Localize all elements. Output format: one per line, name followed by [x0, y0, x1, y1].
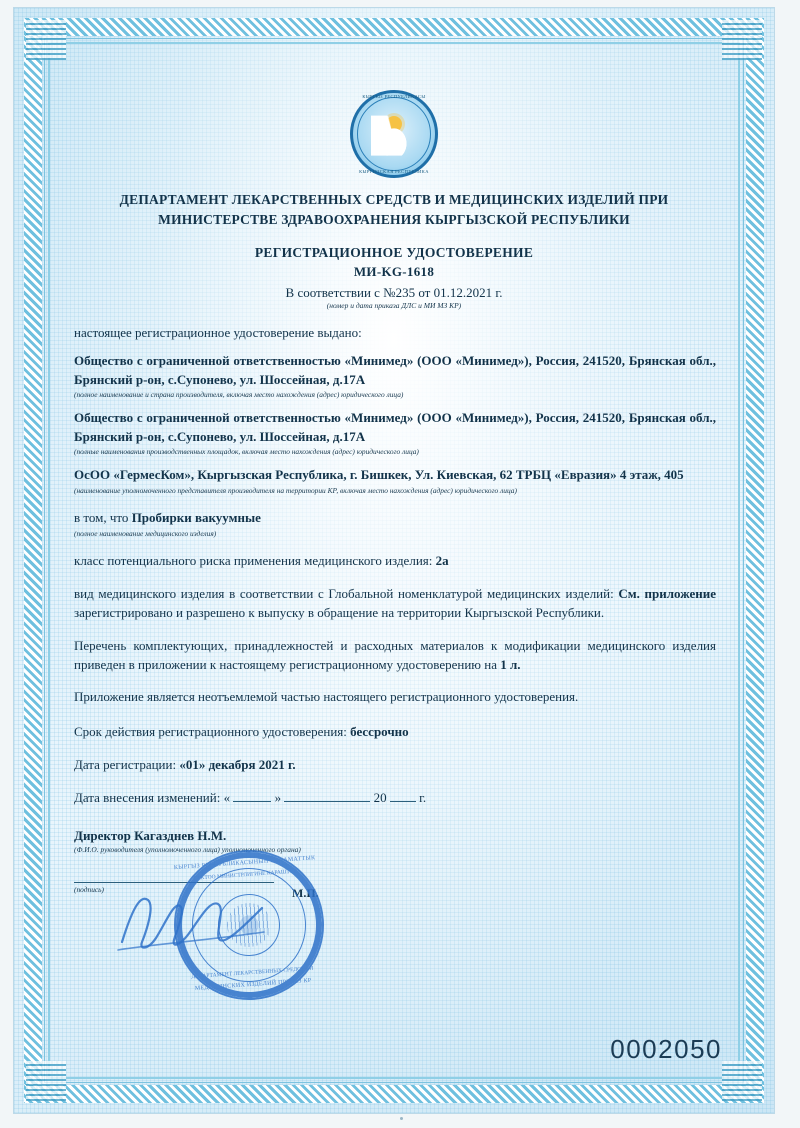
production-site-name: Общество с ограниченной ответственностью «Минимед» (ООО «Минимед»), Россия, 241520, Брянская обл., Брянский р-он, с.Супонево, ул. Шоссейная, д.17А	[74, 410, 716, 444]
director-note: (Ф.И.О. руководителя (уполномоченного лица) уполномоченного органа)	[74, 844, 301, 854]
signature-caption: (подпись)	[74, 885, 104, 895]
department-heading: ДЕПАРТАМЕНТ ЛЕКАРСТВЕННЫХ СРЕДСТВ И МЕДИЦИНСКИХ ИЗДЕЛИЙ ПРИ МИНИСТЕРСТВЕ ЗДРАВООХРАНЕНИЯ КЫРГЫЗСКОЙ РЕСПУБЛИКИ	[119, 192, 669, 227]
director-name: Директор Кагазднев Н.М.	[74, 827, 227, 843]
risk-class-label: класс потенциального риска применения медицинского изделия:	[74, 553, 433, 569]
production-site-note: (полные наименования производственных площадок, включая место нахождения (адрес) юридического лица)	[74, 447, 419, 457]
page-bottom-mark	[400, 1117, 403, 1120]
device-name: Пробирки вакуумные	[131, 510, 261, 526]
components-paragraph	[74, 637, 716, 675]
validity-value: бессрочно	[350, 724, 409, 740]
amendment-year-prefix: 20	[373, 789, 387, 805]
emblem-bottom-text: КЫРГЫЗСКАЯ РЕСПУБЛИКА	[359, 169, 429, 174]
nomenclature-text-before: вид медицинского изделия в соответствии с Глобальной номенклатурой медицинских изделий:	[74, 586, 614, 602]
stamp-text-bottom: МЕДИЦИНСКИХ ИЗДЕЛИЙ ПРИ МЗ КР	[194, 977, 312, 992]
signature-block	[74, 827, 716, 900]
emblem-container	[62, 90, 726, 186]
representative-note: (наименование уполномоченного представителя производителя на территории КР, включая место нахождения (адрес) юридического лица)	[74, 485, 517, 495]
nomenclature-paragraph	[74, 585, 716, 623]
certificate-paper	[14, 8, 774, 1113]
amendment-date-suffix: г.	[419, 789, 427, 805]
amendment-year-blank[interactable]	[390, 790, 416, 802]
validity-label: Срок действия регистрационного удостоверения:	[74, 724, 347, 740]
document-title: РЕГИСТРАЦИОННОЕ УДОСТОВЕРЕНИЕ	[254, 245, 534, 261]
corner-ornament-bottom-right	[722, 1061, 762, 1101]
amendment-date-label: Дата внесения изменений:	[74, 789, 221, 805]
amendment-day-blank[interactable]	[233, 790, 271, 802]
serial-number: 0002050	[610, 1034, 722, 1064]
seal-label: М.П.	[292, 885, 319, 900]
representative-name: ОсОО «ГермесКом», Кыргызская Республика, г. Бишкек, Ул. Киевская, 62 ТРБЦ «Евразия» 4 этаж, 405	[74, 467, 684, 483]
amendment-date-quote-open: «	[223, 789, 231, 805]
accordance-line: В соответствии с №235 от 01.12.2021 г.	[285, 285, 503, 301]
device-line	[74, 509, 716, 528]
registration-date-value: «01» декабря 2021 г.	[179, 757, 296, 773]
amendment-month-blank[interactable]	[284, 790, 370, 802]
registration-date-line	[74, 756, 716, 775]
device-note: (полное наименование медицинского изделия)	[74, 528, 217, 538]
corner-ornament-top-right	[722, 20, 762, 60]
nomenclature-text-after: зарегистрировано и разрешено к выпуску в обращение на территории Кыргызской Республики.	[74, 604, 605, 620]
registration-date-label: Дата регистрации:	[74, 757, 177, 773]
annex-note: Приложение является неотъемлемой частью настоящего регистрационного удостоверения.	[74, 689, 579, 705]
stamp-text-top-secondary: САКТОО МИНИСТРЛИГИНЕ КАРАШТУУ	[193, 868, 298, 882]
stamp-text-bottom-secondary: ДЕПАРТАМЕНТ ЛЕКАРСТВЕННЫХ СРЕДСТВ И	[191, 965, 314, 981]
components-sheets-count: 1 л.	[500, 656, 521, 672]
emblem-top-text: КЫРГЫЗ РЕСПУБЛИКАСЫ	[362, 94, 426, 99]
device-prefix: в том, что	[74, 510, 129, 526]
document-body	[62, 324, 726, 900]
nomenclature-annex-reference: См. приложение	[618, 586, 717, 602]
accordance-note: (номер и дата приказа ДЛС и МИ МЗ КР)	[326, 301, 462, 311]
validity-line	[74, 723, 716, 742]
certificate-content	[62, 56, 726, 1066]
document-number: МИ-KG-1618	[353, 264, 435, 280]
risk-class-line	[74, 552, 716, 571]
amendment-date-line	[74, 789, 716, 808]
issued-to-label: настоящее регистрационное удостоверение выдано:	[74, 325, 362, 341]
manufacturer-note: (полное наименование и страна производителя, включая место нахождения (адрес) юридического лица)	[74, 389, 404, 399]
risk-class-value: 2а	[435, 553, 449, 569]
emblem-falcon-icon	[371, 116, 417, 156]
corner-ornament-top-left	[26, 20, 66, 60]
corner-ornament-bottom-left	[26, 1061, 66, 1101]
state-emblem-icon	[350, 90, 438, 178]
stamp-text-top: КЫРГЫЗ РЕСПУБЛИКАСЫНЫН САЛАМАТТЫК	[173, 855, 316, 872]
amendment-date-quote-close: »	[274, 789, 282, 805]
components-text-before: Перечень комплектующих, принадлежностей и расходных материалов к модификации медицинского изделия приведен в приложении к настоящему регистрационному удостоверению на	[74, 637, 716, 672]
manufacturer-name: Общество с ограниченной ответственностью «Минимед» (ООО «Минимед»), Россия, 241520, Брянская обл., Брянский р-он, с.Супонево, ул. Шоссейная, д.17А	[74, 353, 716, 387]
